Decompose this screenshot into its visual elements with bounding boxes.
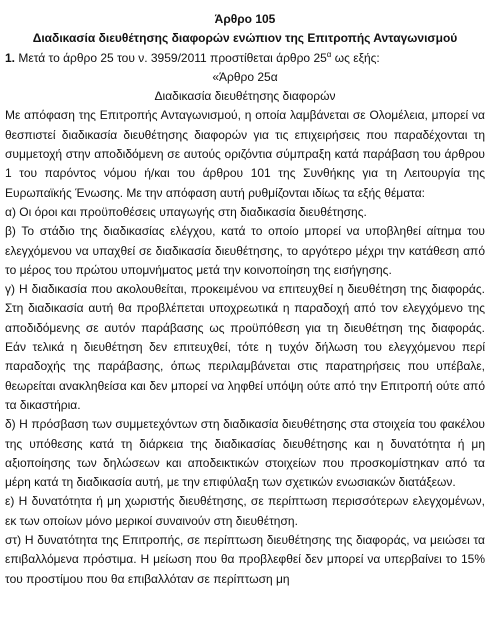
- article-title: Άρθρο 105: [214, 12, 276, 26]
- article-heading: Διαδικασία διευθέτησης διαφορών ενώπιον της Επιτροπής Ανταγωνισμού: [32, 31, 458, 46]
- amendment-superscript: α: [326, 49, 332, 59]
- paragraph-e: ε) Η δυνατότητα ή μη χωριστής διευθέτησης, σε περίπτωση περισσότερων ελεγχομένων, εκ των οποίων μόνο μερικοί συναινούν στη διευθέτηση.: [5, 494, 485, 528]
- new-article-heading: Διαδικασία διευθέτησης διαφορών: [154, 89, 336, 104]
- paragraph-b: β) Το στάδιο της διαδικασίας ελέγχου, κατά το οποίο μπορεί να υποβληθεί αίτημα του ελεγχόμενου να υπαχθεί σε διαδικασία διευθέτησης, το αργότερο μέχρι την κατάθεση από το μέρος του πρώτου υπομνήματος μετά την κοινοποίηση της εισήγησης.: [5, 224, 485, 277]
- paragraph-d: δ) Η πρόσβαση των συμμετεχόντων στη διαδικασία διευθέτησης στα στοιχεία του φακέλου της υπόθεσης κατά τη διάρκεια της διαδικασίας διευθέτησης και η δυνατότητα ή μη αξιοποίησης των δηλώσεων και αποδεικτικών στοιχείων που προσκομίστηκαν από τα μέρη κατά τη διαδικασία αυτή, με την επιφύλαξη των σχετικών ενωσιακών διατάξεων.: [5, 417, 485, 490]
- amendment-line: [5, 49, 485, 68]
- paragraph-intro: Με απόφαση της Επιτροπής Ανταγωνισμού, η οποία λαμβάνεται σε Ολομέλεια, μπορεί να θεσπιστεί διαδικασία διευθέτησης διαφορών για τις επιχειρήσεις που παραδέχονται τη συμμετοχή στην αποδιδόμενη σε αυτούς οριζόντια σύμπραξη κατά παράβαση του άρθρου 1 του παρόντος νόμου ή/και του άρθρου 101 της Συνθήκης για τη Λειτουργία της Ευρωπαϊκής Ένωσης. Με την απόφαση αυτή ρυθμίζονται ιδίως τα εξής θέματα:: [5, 108, 485, 200]
- paragraph-a: α) Οι όροι και προϋποθέσεις υπαγωγής στη διαδικασία διευθέτησης.: [5, 204, 367, 219]
- amendment-number: 1.: [5, 50, 16, 65]
- document-page: [5, 10, 485, 589]
- amendment-text: Μετά το άρθρο 25 του ν. 3959/2011 προστίθεται άρθρο 25: [15, 50, 327, 65]
- paragraph-f: στ) Η δυνατότητα της Επιτροπής, σε περίπτωση διευθέτησης της διαφοράς, να μειώσει τα επιβαλλόμενα πρόστιμα. Η μείωση που θα προβλεφθεί δεν μπορεί να υπερβαίνει το 15% του προστίμου που θα επιβαλλόταν σε περίπτωση μη: [5, 533, 485, 586]
- new-article-title: «Άρθρο 25α: [212, 69, 278, 84]
- paragraph-c: γ) Η διαδικασία που ακολουθείται, προκειμένου να επιτευχθεί η διευθέτηση της διαφοράς. Στη διαδικασία αυτή θα προβλέπεται υποχρεωτικά η παραδοχή από τον ελεγχόμενο της αποδιδόμενης σε αυτόν παράβασης ως προϋπόθεση για τη διευθέτηση της διαφοράς. Εάν τελικά η διευθέτηση δεν επιτευχθεί, τότε η τυχόν δήλωση του ελεγχόμενου περί παραδοχής της παράβασης, όπως περιλαμβάνεται στις παρατηρήσεις που υπέβαλε, θεωρείται ανακληθείσα και δεν μπορεί να ληφθεί υπόψη ούτε από την Επιτροπή ούτε από τα δικαστήρια.: [5, 282, 485, 412]
- amendment-text-end: ως εξής:: [331, 50, 380, 65]
